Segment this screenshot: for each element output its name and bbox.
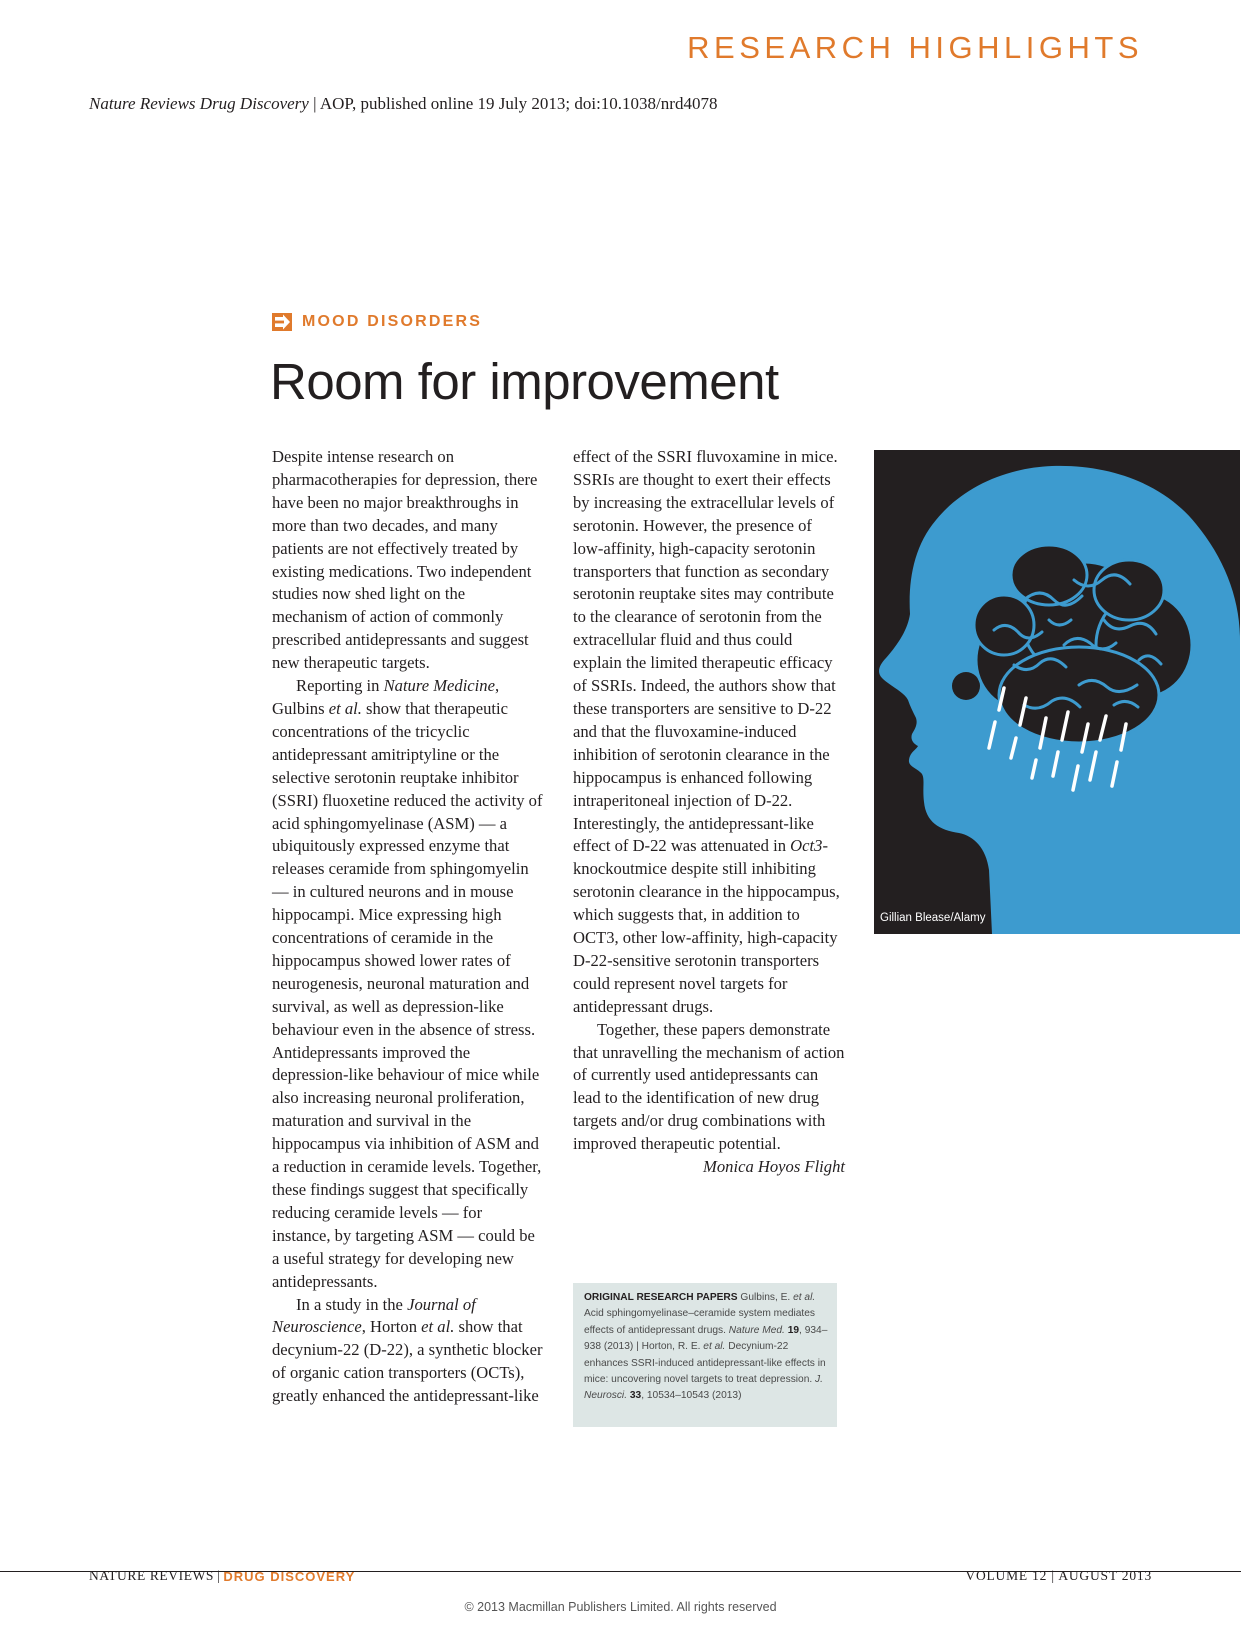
footer-separator: | bbox=[217, 1568, 221, 1583]
article-illustration bbox=[874, 450, 1240, 934]
footer-journal bbox=[89, 1568, 355, 1584]
paragraph-conclusion: Together, these papers demonstrate that unravelling the mechanism of action of currently used antidepressants can lead to the identification of new drug targets and/or drug combinations with improved therapeutic potential. bbox=[573, 1019, 845, 1154]
footer-volume: VOLUME 12 | AUGUST 2013 bbox=[965, 1568, 1152, 1583]
footer-journal-main: NATURE REVIEWS bbox=[89, 1568, 215, 1583]
copyright-notice: © 2013 Macmillan Publishers Limited. All rights reserved bbox=[464, 1600, 777, 1614]
kicker-label: MOOD DISORDERS bbox=[302, 313, 483, 330]
journal-ref-neuroscience: Journal of Neuroscience bbox=[272, 1294, 476, 1337]
article-column-1 bbox=[272, 446, 544, 1408]
publication-info: | AOP, published online 19 July 2013; doi:10.1038/nrd4078 bbox=[308, 94, 718, 113]
head-silhouette-illustration bbox=[874, 450, 1240, 934]
arrow-right-icon bbox=[272, 313, 292, 331]
paragraph-gulbins: Reporting in Nature Medicine, Gulbins et al. show that therapeutic concentrations of the tricyclic antidepressant amitriptyline or the selective serotonin reuptake inhibitor (SSRI) fluoxetine reduced the activity of acid sphingomyelinase (ASM) — a ubiquitously expressed enzyme that releases ceramide from sphingomyelin — in cultured neurons and in mouse hippocampi. Mice expressing high concentrations of ceramide in the hippocampus showed lower rates of neurogenesis, neuronal maturation and survival, as well as depression-like behaviour even in the absence of stress. Antidepressants improved the depression-like behaviour of mice while also increasing neuronal proliferation, maturation and survival in the hippocampus via inhibition of ASM and a reduction in ceramide levels. Together, these findings suggest that specifically reducing ceramide levels — for instance, by targeting ASM — could be a useful strategy for developing new antidepressants. bbox=[272, 676, 543, 1291]
article-column-2 bbox=[573, 446, 845, 1179]
article-headline: Room for improvement bbox=[270, 353, 779, 410]
paragraph-horton-continued: effect of the SSRI fluvoxamine in mice. SSRIs are thought to exert their effects by increasing the extracellular levels of serotonin. However, the presence of low-affinity, high-capacity serotonin transporters that function as secondary serotonin reuptake sites may contribute to the clearance of serotonin from the extracellular fluid and thus could explain the limited therapeutic efficacy of SSRIs. Indeed, the authors show that these transporters are sensitive to D-22 and that the fluvoxamine-induced inhibition of serotonin clearance in the hippocampus is enhanced following intraperitoneal injection of D-22. Interestingly, the antidepressant-like effect of D-22 was attenuated in Oct3-knockoutmice despite still inhibiting serotonin clearance in the hippocampus, which suggests that, in addition to OCT3, other low-affinity, high-capacity D-22-sensitive serotonin transporters could represent novel targets for antidepressant drugs. bbox=[573, 447, 840, 1016]
footer-journal-sub: DRUG DISCOVERY bbox=[223, 1568, 356, 1584]
citation-line bbox=[89, 94, 717, 114]
section-title: RESEARCH HIGHLIGHTS bbox=[687, 30, 1143, 65]
journal-name: Nature Reviews Drug Discovery bbox=[89, 94, 309, 113]
eye bbox=[952, 672, 980, 700]
paragraph-horton: In a study in the Journal of Neuroscience, Horton et al. show that decynium-22 (D-22), a synthetic blocker of organic cation transporters (OCTs), greatly enhanced the antidepressant-like bbox=[272, 1294, 543, 1406]
references-heading: ORIGINAL RESEARCH PAPERS bbox=[584, 1292, 738, 1303]
article-kicker bbox=[272, 313, 482, 331]
paragraph-intro: Despite intense research on pharmacotherapies for depression, there have been no major breakthroughs in more than two decades, and many patients are not effectively treated by existing medications. Two independent studies now shed light on the mechanism of action of commonly prescribed antidepressants and suggest new therapeutic targets. bbox=[272, 447, 538, 673]
article-author: Monica Hoyos Flight bbox=[703, 1157, 845, 1177]
journal-ref-nature-medicine: Nature Medicine bbox=[383, 676, 495, 696]
image-credit: Gillian Blease/Alamy bbox=[880, 912, 986, 924]
references-box: ORIGINAL RESEARCH PAPERS Gulbins, E. et al. Acid sphingomyelinase–ceramide system mediates effects of antidepressant drugs. Nature Med. 19, 934–938 (2013) | Horton, R. E. et al. Decynium-22 enhances SSRI-induced antidepressant-like effects in mice: uncovering novel targets to treat depression. J. Neurosci. 33, 10534–10543 (2013) bbox=[573, 1283, 837, 1427]
gene-name: Oct3 bbox=[790, 836, 823, 856]
